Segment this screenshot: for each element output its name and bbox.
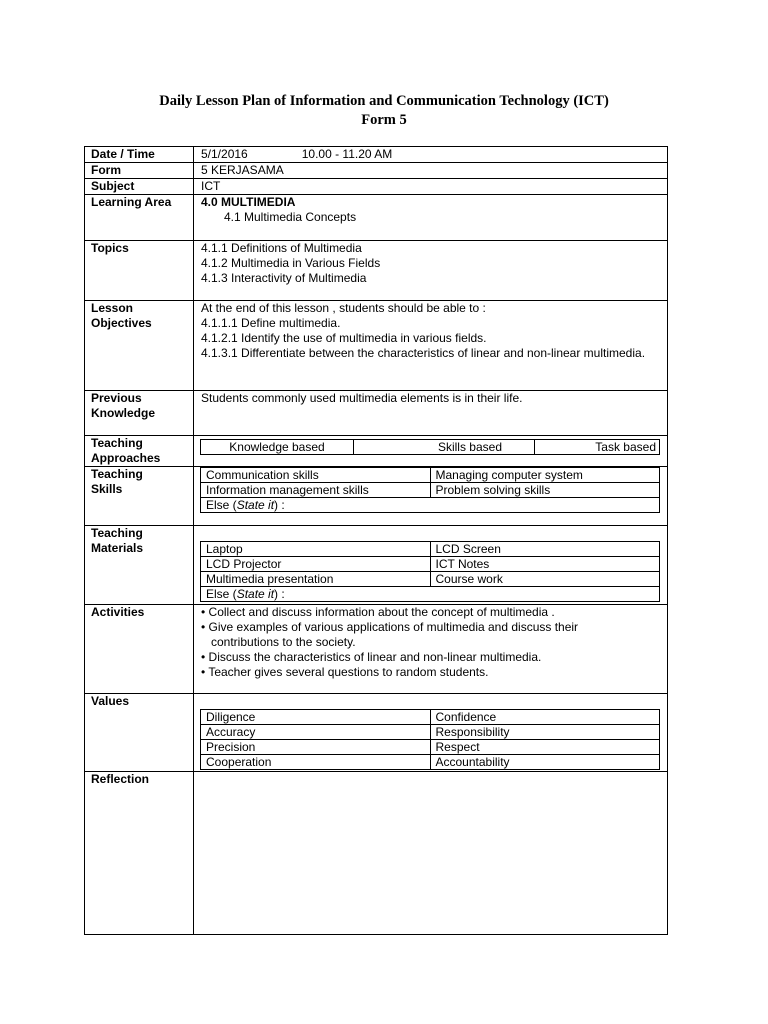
values-value xyxy=(194,694,668,772)
objectives-label-line1: Lesson xyxy=(91,301,134,315)
learning-area-main: 4.0 MULTIMEDIA xyxy=(201,195,296,209)
material-cell: LCD Projector xyxy=(201,557,431,572)
materials-table xyxy=(200,541,660,602)
row-values xyxy=(85,694,668,772)
materials-row xyxy=(201,572,660,587)
teaching-skills-label xyxy=(85,467,194,526)
material-cell: LCD Screen xyxy=(430,542,660,557)
approach-skills: Skills based xyxy=(354,440,535,455)
subject-value: ICT xyxy=(194,179,668,195)
approach-knowledge: Knowledge based xyxy=(201,440,354,455)
values-row xyxy=(201,725,660,740)
material-cell: Course work xyxy=(430,572,660,587)
skills-table xyxy=(200,467,660,513)
skills-label-line2: Skills xyxy=(91,482,123,496)
time-value: 10.00 - 11.20 AM xyxy=(301,147,393,161)
form-label: Form xyxy=(85,163,194,179)
previous-knowledge-value: Students commonly used multimedia elements is in their life. xyxy=(194,391,668,436)
topic-item: 4.1.1 Definitions of Multimedia xyxy=(201,241,362,255)
reflection-value xyxy=(194,772,668,935)
learning-area-label: Learning Area xyxy=(85,195,194,241)
value-cell: Accuracy xyxy=(201,725,431,740)
row-form xyxy=(85,163,668,179)
skills-row xyxy=(201,468,660,483)
activities-list xyxy=(201,605,661,680)
row-learning-area xyxy=(85,195,668,241)
skill-cell: Managing computer system xyxy=(430,468,660,483)
topic-item: 4.1.2 Multimedia in Various Fields xyxy=(201,256,381,270)
activity-item: • Teacher gives several questions to random students. xyxy=(201,665,489,679)
skills-else-cell xyxy=(201,498,660,513)
date-value: 5/1/2016 xyxy=(201,147,248,161)
objectives-value xyxy=(194,301,668,391)
skills-else-row xyxy=(201,498,660,513)
else-prefix: Else ( xyxy=(206,498,237,512)
materials-row xyxy=(201,557,660,572)
material-cell: Laptop xyxy=(201,542,431,557)
form-value: 5 KERJASAMA xyxy=(194,163,668,179)
activity-item: • Give examples of various applications of multimedia and discuss their xyxy=(201,620,579,634)
activities-value xyxy=(194,605,668,694)
row-teaching-materials xyxy=(85,526,668,605)
topics-value xyxy=(194,241,668,301)
row-teaching-approaches xyxy=(85,436,668,467)
skill-cell: Problem solving skills xyxy=(430,483,660,498)
value-cell: Responsibility xyxy=(430,725,660,740)
values-row xyxy=(201,740,660,755)
teaching-approaches-value xyxy=(194,436,668,467)
values-row xyxy=(201,710,660,725)
material-cell: Multimedia presentation xyxy=(201,572,431,587)
teaching-materials-label xyxy=(85,526,194,605)
objective-item: 4.1.1.1 Define multimedia. xyxy=(201,316,341,330)
skills-label-line1: Teaching xyxy=(91,467,143,481)
date-time-label: Date / Time xyxy=(85,147,194,163)
values-row xyxy=(201,755,660,770)
value-cell: Respect xyxy=(430,740,660,755)
else-prefix: Else ( xyxy=(206,587,237,601)
reflection-label: Reflection xyxy=(85,772,194,935)
previous-label-line2: Knowledge xyxy=(91,406,156,420)
materials-label-line1: Teaching xyxy=(91,526,143,540)
skill-cell: Information management skills xyxy=(201,483,431,498)
subject-label: Subject xyxy=(85,179,194,195)
values-label: Values xyxy=(85,694,194,772)
topics-label: Topics xyxy=(85,241,194,301)
objectives-label-line2: Objectives xyxy=(91,316,152,330)
learning-area-value xyxy=(194,195,668,241)
row-reflection xyxy=(85,772,668,935)
learning-area-sub: 4.1 Multimedia Concepts xyxy=(224,210,357,224)
approaches-label-line2: Approaches xyxy=(91,451,161,465)
materials-else-cell xyxy=(201,587,660,602)
objective-item: 4.1.2.1 Identify the use of multimedia in various fields. xyxy=(201,331,487,345)
value-cell: Accountability xyxy=(430,755,660,770)
materials-row xyxy=(201,542,660,557)
previous-label-line1: Previous xyxy=(91,391,142,405)
approach-task: Task based xyxy=(535,440,660,455)
else-suffix: ) : xyxy=(274,498,285,512)
materials-label-line2: Materials xyxy=(91,541,144,555)
row-topics xyxy=(85,241,668,301)
value-cell: Precision xyxy=(201,740,431,755)
document-title: Daily Lesson Plan of Information and Communication Technology (ICT) xyxy=(159,93,609,109)
activity-item: • Discuss the characteristics of linear and non-linear multimedia. xyxy=(201,650,542,664)
approaches-label-line1: Teaching xyxy=(91,436,143,450)
skills-row xyxy=(201,483,660,498)
objective-item: 4.1.3.1 Differentiate between the characteristics of linear and non-linear multimedia. xyxy=(201,346,646,360)
row-previous-knowledge xyxy=(85,391,668,436)
previous-knowledge-label xyxy=(85,391,194,436)
lesson-plan-table xyxy=(84,146,668,935)
activity-item-continued: contributions to the society. xyxy=(211,635,356,649)
teaching-skills-value xyxy=(194,467,668,526)
values-table xyxy=(200,709,660,770)
date-time-value xyxy=(194,147,668,163)
else-suffix: ) : xyxy=(274,587,285,601)
row-objectives xyxy=(85,301,668,391)
value-cell: Confidence xyxy=(430,710,660,725)
materials-else-row xyxy=(201,587,660,602)
document-subtitle: Form 5 xyxy=(361,112,407,128)
teaching-approaches-label xyxy=(85,436,194,467)
skill-cell: Communication skills xyxy=(201,468,431,483)
approaches-table xyxy=(200,439,660,455)
activity-item: • Collect and discuss information about the concept of multimedia . xyxy=(201,605,555,619)
else-italic: State it xyxy=(236,498,275,512)
objectives-intro: At the end of this lesson , students should be able to : xyxy=(201,301,486,315)
else-italic: State it xyxy=(236,587,275,601)
material-cell: ICT Notes xyxy=(430,557,660,572)
row-teaching-skills xyxy=(85,467,668,526)
value-cell: Cooperation xyxy=(201,755,431,770)
row-activities xyxy=(85,605,668,694)
objectives-label xyxy=(85,301,194,391)
row-subject xyxy=(85,179,668,195)
teaching-materials-value xyxy=(194,526,668,605)
row-date-time xyxy=(85,147,668,163)
activities-label: Activities xyxy=(85,605,194,694)
topic-item: 4.1.3 Interactivity of Multimedia xyxy=(201,271,367,285)
value-cell: Diligence xyxy=(201,710,431,725)
